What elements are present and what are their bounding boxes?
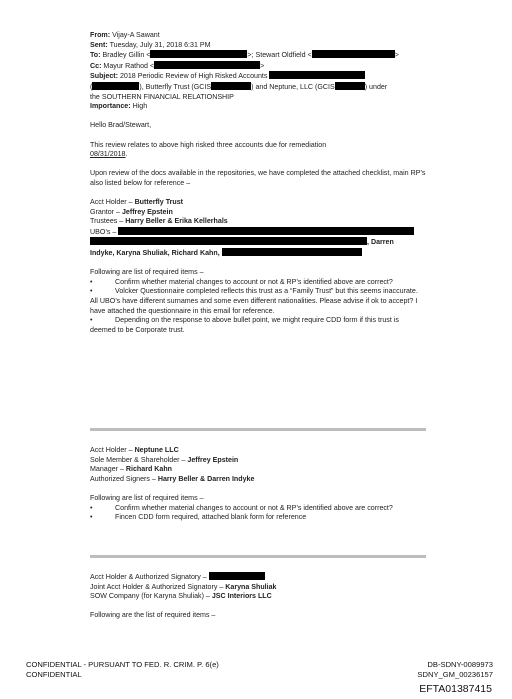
label: Grantor – bbox=[90, 207, 122, 216]
required-items-intro: Following are the list of required items – bbox=[90, 611, 216, 620]
value: Harry Beller & Erika Kellerhals bbox=[125, 217, 228, 226]
value: Neptune LLC bbox=[134, 446, 179, 454]
value: Karyna Shuliak bbox=[225, 582, 277, 591]
section-divider bbox=[90, 428, 426, 431]
subject-value-part: ( bbox=[90, 82, 93, 91]
from-value: Vijay-A Sawant bbox=[112, 31, 160, 39]
required-item bbox=[90, 513, 426, 523]
sent-line bbox=[90, 41, 426, 51]
label: UBO’s – bbox=[90, 227, 117, 236]
bates-number: EFTA01387415 bbox=[419, 683, 492, 695]
cc-label: Cc: bbox=[90, 61, 102, 70]
joint-account-section bbox=[90, 572, 426, 621]
from-label: From: bbox=[90, 31, 111, 39]
footer-left-line-2: CONFIDENTIAL bbox=[26, 669, 82, 679]
footer-right-line-1: DB-SDNY-0089973 bbox=[427, 660, 493, 669]
to-line bbox=[90, 50, 426, 61]
redaction-box bbox=[335, 82, 365, 90]
acct-holder-line bbox=[90, 446, 426, 456]
value: Butterfly Trust bbox=[134, 198, 184, 207]
footer-right-line-2: SDNY_GM_00236157 bbox=[417, 669, 493, 679]
footer-left-line-1: CONFIDENTIAL - PURSUANT TO FED. R. CRIM. P. 6(e) bbox=[26, 660, 219, 669]
label: Trustees – bbox=[90, 217, 126, 226]
subject-line-3: the SOUTHERN FINANCIAL RELATIONSHIP bbox=[90, 92, 234, 101]
importance-value: High bbox=[132, 102, 148, 111]
required-items-intro: Following are list of required items – bbox=[90, 493, 204, 502]
cc-value-part: > bbox=[260, 61, 265, 70]
email-body bbox=[90, 31, 426, 335]
to-value-part: >; Stewart Oldfield < bbox=[247, 51, 312, 60]
value: Jeffrey Epstein bbox=[187, 455, 239, 464]
required-items-intro: Following are list of required items – bbox=[90, 268, 204, 277]
redaction-box bbox=[209, 572, 265, 580]
intro-period: . bbox=[125, 150, 128, 159]
label: Authorized Signers – bbox=[90, 474, 158, 483]
required-item bbox=[90, 316, 426, 335]
redaction-box bbox=[90, 237, 367, 245]
butterfly-trust-section bbox=[90, 198, 426, 335]
bullet-glyph: • bbox=[90, 503, 93, 512]
required-item bbox=[90, 278, 426, 288]
due-date: 08/31/2018 bbox=[90, 150, 126, 159]
subject-value-part: 2018 Periodic Review of High Risked Accounts bbox=[119, 72, 268, 81]
label: Acct Holder & Authorized Signatory – bbox=[90, 573, 209, 581]
ubo-line-2 bbox=[90, 237, 426, 248]
greeting: Hello Brad/Stewart, bbox=[90, 121, 152, 130]
value: Richard Kahn bbox=[125, 465, 173, 474]
acct-holder-line bbox=[90, 198, 426, 208]
value: JSC Interiors LLC bbox=[211, 592, 272, 601]
bullet-glyph: • bbox=[90, 513, 93, 522]
redaction-box bbox=[150, 50, 247, 58]
item-text: Depending on the response to above bullet point, we might require CDD form if this trust is deemed to be Corporate trust. bbox=[90, 316, 399, 334]
subject-line-2 bbox=[90, 82, 426, 93]
to-label: To: bbox=[90, 51, 101, 60]
importance-label: Importance: bbox=[90, 102, 131, 111]
trustees-line bbox=[90, 217, 426, 227]
label: Manager – bbox=[90, 465, 126, 474]
confidentiality-footer bbox=[26, 660, 219, 679]
label: Acct Holder – bbox=[90, 446, 135, 454]
manager-line bbox=[90, 465, 426, 475]
item-text: Confirm whether material changes to account or not & RP’s identified above are correct? bbox=[115, 503, 393, 512]
section-divider bbox=[90, 555, 426, 558]
subject-value-part: ) and Neptune, LLC (GCIS bbox=[251, 82, 335, 91]
subject-value-part: ), Butterfly Trust (GCIS bbox=[139, 82, 212, 91]
redaction-box bbox=[312, 50, 395, 58]
authorized-signers-line bbox=[90, 475, 426, 485]
cc-line bbox=[90, 61, 426, 72]
item-text: Volcker Questionnaire completed reflects this trust as a “Family Trust” but this seems inaccurate. All UBO’s have different surnames and some even different nationalities. Please advise if ok to accept? I have attached the questionnaire in this email for reference. bbox=[90, 287, 418, 315]
subject-line-1 bbox=[90, 71, 426, 82]
value: Jeffrey Epstein bbox=[121, 207, 173, 216]
label: Sole Member & Shareholder – bbox=[90, 455, 188, 464]
importance-line bbox=[90, 102, 426, 112]
bullet-glyph: • bbox=[90, 316, 93, 325]
value: Harry Beller & Darren Indyke bbox=[157, 474, 255, 483]
joint-holder-line bbox=[90, 583, 426, 593]
ubo-line bbox=[90, 227, 426, 238]
redaction-box bbox=[269, 71, 365, 79]
intro-paragraph bbox=[90, 141, 426, 160]
item-text: Fincen CDD form required, attached blank form for reference bbox=[115, 513, 307, 522]
label: SOW Company (for Karyna Shuliak) – bbox=[90, 592, 212, 601]
bates-footer bbox=[417, 660, 493, 679]
label: Acct Holder – bbox=[90, 198, 135, 207]
review-paragraph: Upon review of the docs available in the repositories, we have completed the attached checklist, main RP’s also listed below for reference – bbox=[90, 169, 426, 187]
redaction-box bbox=[211, 82, 251, 90]
redaction-box bbox=[92, 82, 139, 90]
grantor-line bbox=[90, 208, 426, 218]
to-value-part: > bbox=[394, 51, 399, 60]
value: , Darren bbox=[367, 238, 394, 247]
subject-value-part: ) under bbox=[364, 82, 388, 91]
from-line bbox=[90, 31, 426, 41]
intro-text: This review relates to above high risked three accounts due for remediation bbox=[90, 140, 327, 149]
item-text: Confirm whether material changes to account or not & RP’s identified above are correct? bbox=[115, 277, 393, 286]
sow-company-line bbox=[90, 592, 426, 602]
to-value-part: Bradley Gillin < bbox=[102, 51, 151, 60]
ubo-line-3 bbox=[90, 248, 426, 259]
label: Joint Acct Holder & Authorized Signatory – bbox=[90, 582, 226, 591]
bullet-glyph: • bbox=[90, 287, 93, 296]
sent-label: Sent: bbox=[90, 40, 108, 49]
sole-member-line bbox=[90, 456, 426, 466]
required-item bbox=[90, 287, 426, 316]
redaction-box bbox=[154, 61, 260, 69]
redaction-box bbox=[222, 248, 362, 256]
neptune-llc-section bbox=[90, 446, 426, 523]
sent-value: Tuesday, July 31, 2018 6:31 PM bbox=[109, 40, 211, 49]
bullet-glyph: • bbox=[90, 277, 93, 286]
subject-label: Subject: bbox=[90, 72, 118, 81]
required-item bbox=[90, 504, 426, 514]
cc-value-part: Mayur Rathod < bbox=[103, 61, 155, 70]
acct-holder-line bbox=[90, 572, 426, 583]
value: Indyke, Karyna Shuliak, Richard Kahn, bbox=[90, 249, 220, 258]
redaction-box bbox=[118, 227, 414, 235]
